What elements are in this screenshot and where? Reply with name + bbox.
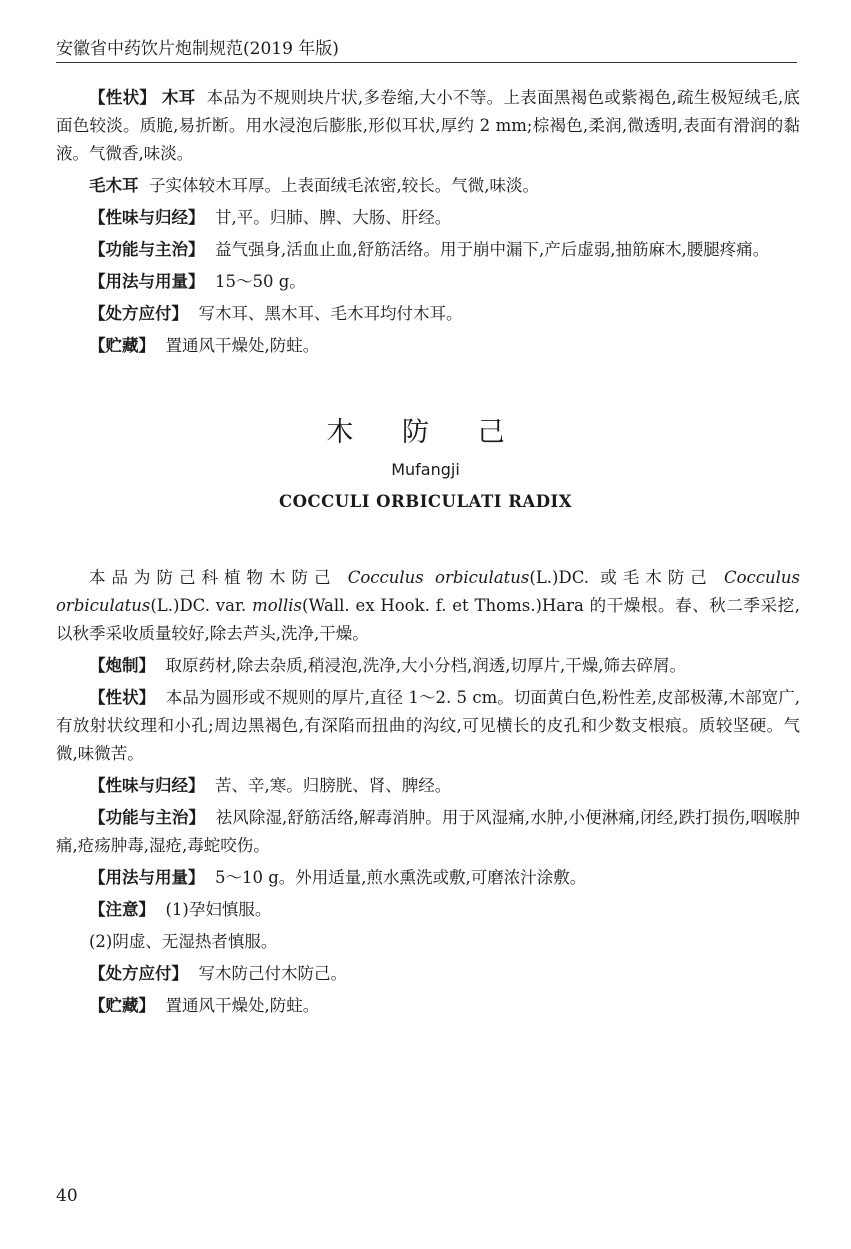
- entry-intro: [56, 564, 800, 648]
- prev-yongfa: [56, 268, 800, 296]
- prev-maomuer: [56, 172, 800, 200]
- entry-body: [56, 564, 800, 1024]
- prev-gongneng: [56, 236, 800, 264]
- section-tag: 【贮藏】: [89, 996, 155, 1015]
- entry-zhuyi: [56, 896, 800, 924]
- section-text: 15～50 g。: [215, 272, 306, 291]
- term-label: 毛木耳: [89, 176, 139, 195]
- term-label: 木耳: [161, 88, 196, 107]
- section-tag: 【性味与归经】: [89, 208, 205, 227]
- section-text: 置通风干燥处,防蛀。: [165, 996, 320, 1015]
- species-name: Cocculus orbiculatus: [347, 568, 530, 587]
- entry-zhucang: [56, 992, 800, 1020]
- section-text: 苦、辛,寒。归膀胱、肾、脾经。: [215, 776, 452, 795]
- section-tag: 【贮藏】: [89, 336, 155, 355]
- header-rule: [56, 62, 797, 63]
- section-text: (2)阴虚、无湿热者慎服。: [89, 932, 278, 951]
- section-tag: 【功能与主治】: [89, 240, 205, 259]
- entry-title: 木 防 己: [326, 417, 525, 448]
- entry-pinyin: Mufangji: [391, 460, 460, 479]
- running-head: 安徽省中药饮片炮制规范(2019 年版): [56, 39, 339, 59]
- entry-paozhi: [56, 652, 800, 680]
- section-text: 本品为不规则块片状,多卷缩,大小不等。上表面黑褐色或紫褐色,疏生极短绒毛,底面色较淡。质脆,易折断。用水浸泡后膨胀,形似耳状,厚约 2 mm;棕褐色,柔润,微透明,表面有滑润的黏液。气微香,味淡。: [56, 88, 801, 163]
- intro-text: (Wall. ex Hook. f. et Thoms.)Hara 的干燥根。春、秋二季采挖,以秋季采收质量较好,除去芦头,洗净,干燥。: [56, 596, 801, 643]
- section-tag: 【处方应付】: [89, 304, 188, 323]
- intro-text: 本品为防己科植物木防己: [89, 568, 348, 587]
- section-text: 子实体较木耳厚。上表面绒毛浓密,较长。气微,味淡。: [149, 176, 539, 195]
- section-text: 置通风干燥处,防蛀。: [165, 336, 320, 355]
- entry-gongneng: [56, 804, 800, 860]
- prev-xingwei: [56, 204, 800, 232]
- entry-xingzhuang: [56, 684, 800, 768]
- section-tag: 【性状】: [89, 688, 156, 707]
- section-text: (1)孕妇慎服。: [165, 900, 272, 919]
- entry-chufang: [56, 960, 800, 988]
- section-tag: 【炮制】: [89, 656, 155, 675]
- section-tag: 【用法与用量】: [89, 868, 205, 887]
- section-tag: 【性状】: [89, 88, 157, 107]
- section-text: 益气强身,活血止血,舒筋活络。用于崩中漏下,产后虚弱,抽筋麻木,腰腿疼痛。: [215, 240, 770, 259]
- section-text: 本品为圆形或不规则的厚片,直径 1～2. 5 cm。切面黄白色,粉性差,皮部极薄,木部宽广,有放射状纹理和小孔;周边黑褐色,有深陷而扭曲的沟纹,可见横长的皮孔和少数支根痕。质较坚硬。气微,味微苦。: [56, 688, 800, 763]
- prev-chufang: [56, 300, 800, 328]
- section-tag: 【用法与用量】: [89, 272, 205, 291]
- prev-zhucang: [56, 332, 800, 360]
- section-tag: 【功能与主治】: [89, 808, 206, 827]
- entry-latin-name: COCCULI ORBICULATI RADIX: [278, 492, 573, 511]
- section-text: 甘,平。归肺、脾、大肠、肝经。: [215, 208, 452, 227]
- section-tag: 【处方应付】: [89, 964, 188, 983]
- intro-text: (L.)DC. 或毛木防己: [529, 568, 724, 587]
- section-text: 写木防己付木防己。: [198, 964, 347, 983]
- entry-xingwei: [56, 772, 800, 800]
- section-tag: 【注意】: [89, 900, 155, 919]
- species-name: Cocculus orbiculatus: [56, 568, 801, 615]
- section-text: 写木耳、黑木耳、毛木耳均付木耳。: [198, 304, 463, 323]
- section-tag: 【性味与归经】: [89, 776, 205, 795]
- intro-text: (L.)DC. var.: [150, 596, 253, 615]
- previous-entry-tail: [56, 84, 800, 364]
- section-text: 取原药材,除去杂质,稍浸泡,洗净,大小分档,润透,切厚片,干燥,筛去碎屑。: [165, 656, 686, 675]
- section-text: 5～10 g。外用适量,煎水熏洗或敷,可磨浓汁涂敷。: [215, 868, 587, 887]
- section-text: 祛风除湿,舒筋活络,解毒消肿。用于风湿痛,水肿,小便淋痛,闭经,跌打损伤,咽喉肿痛,疮疡肿毒,湿疮,毒蛇咬伤。: [56, 808, 801, 855]
- page-number: 40: [56, 1186, 78, 1206]
- entry-zhuyi-2: [56, 928, 800, 956]
- variety-name: mollis: [252, 596, 303, 615]
- prev-xingzhuang: [56, 84, 800, 168]
- entry-yongfa: [56, 864, 800, 892]
